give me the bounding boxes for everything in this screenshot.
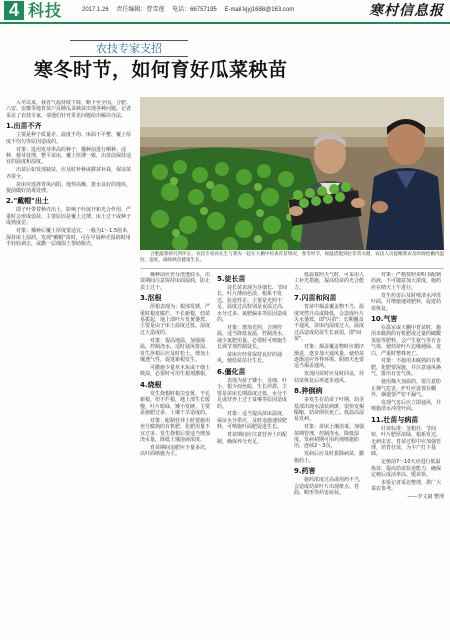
paragraph: 对策：增加光照，合理控温，适当降低夜温，控制浇水，减少氮肥用量。必要时可喷施生长调节剂控制徒长。 <box>217 324 288 351</box>
article-column-2 <box>140 272 212 635</box>
paragraph: 本报记者采访整理，供广大菜农参考。 <box>371 479 442 493</box>
subhead-1: 1.出苗不齐 <box>6 122 42 131</box>
paragraph: 出苗后如发现缺苗，应及时补种或移苗补栽，保证苗齐苗全。 <box>6 167 132 180</box>
page-number: 4 <box>4 1 24 20</box>
paragraph: 对策：播种后覆土厚度要适宜，一般为1～1.5厘米，保持床土湿润。发现"戴帽"苗时，可在早晨种壳湿润时用手轻轻剥去，或撒一层细湿土帮助脱壳。 <box>6 228 133 247</box>
paragraph: 沤根表现为：根部发锈，严重时根皮腐烂，不长新根，幼苗易拔起，地上部叶片发黄萎蔫。主要是由于床土温度过低、湿度过大造成的。 <box>140 304 211 336</box>
phone: 电话：66757195 <box>172 7 217 13</box>
paragraph: 苗床应经常保持良好的通风，使幼苗茁壮生长。 <box>217 352 283 365</box>
subhead-4: 4.烧根 <box>140 380 162 389</box>
paragraph: 对策：选用发芽率高的种子，播种前进行晒种、浸种、催芽处理，整平苗床，覆土厚薄一致，出苗前保持适宜的温度和湿度。 <box>6 146 132 166</box>
subhead-2: 2."戴帽"出土 <box>6 197 49 206</box>
subhead-5: 5.徒长苗 <box>217 275 246 283</box>
paragraph: 育苗中揭盖覆盖物不当，温度突然升高或降低，会造成叶片失水萎蔫，即"闪苗"；长期覆盖不通风，苗床内湿度过大、温度过高造成幼苗生长衰弱，即"闷苗"。 <box>294 304 365 343</box>
paragraph: 低温寡照天气时，可采用人工补光措施，提高幼苗的光合能力。 <box>294 272 365 291</box>
divider <box>140 268 444 269</box>
subhead-7: 7.闪苗和闷苗 <box>294 294 337 303</box>
paragraph: 即子叶带着种壳出土，影响子叶展开和光合作用，严重时会形成弱苗。主要原因是覆土过薄、床土过干或种子成熟度差。 <box>6 207 132 227</box>
editor: 责任编辑：曹雪莲 <box>116 7 165 13</box>
paragraph: 育苗期间追肥应少量多次，以叶面喷施为主。 <box>140 444 211 458</box>
paragraph: 发病后应及时拔除病苗，撒施药土。 <box>294 451 365 464</box>
paragraph: 定植前7～10天应进行低温炼苗，提高幼苗抗逆能力，确保定植后成活率高、缓苗快。 <box>371 459 442 479</box>
paragraph: 播种前应充分浇透底水，出苗期间注意保持床面湿润，防止表土过干。 <box>140 272 211 291</box>
subhead-6: 6.僵化苗 <box>217 367 246 376</box>
paragraph: 对策：提高地温，加强保温，控制浇水，适时通风排湿。发生沤根后应及时松土，增加土壤透气性，促进新根发生。 <box>140 337 211 363</box>
header-meta <box>82 6 300 14</box>
paragraph: 在温室或大棚中育苗时，施用未腐熟的有机肥或过量的碳酸氢铵等肥料，会产生氨气等有害气体，使幼苗叶片边缘褪绿、变白，严重时整株死亡。 <box>371 324 442 357</box>
issue-date: 2017.1.26 <box>82 7 109 13</box>
paragraph: 使用煤火加温的，要注意防止烟气危害，炉灶应设置在棚外，烟道要严密不漏气。 <box>371 379 442 398</box>
article-column-1 <box>6 100 134 635</box>
paragraph: 育苗期间应注意营养土的配制，确保养分充足。 <box>217 432 288 445</box>
paragraph: 发生药害后及时喷清水冲洗叶面，并增施速效肥料，促进幼苗恢复。 <box>371 292 442 312</box>
page-header <box>0 0 450 24</box>
subhead-11: 11.壮苗与病苗 <box>371 415 419 424</box>
intro-paragraph: 入冬以来，我省气温持续下降，断下至全国，合肥、六安、安徽等地育苗户反映瓜菜秧苗出现各种问题。记者采访了农技专家，请他们针对常见问题给出解决办法。 <box>6 100 132 119</box>
paragraph: 苗床应选择背风向阳、地势高燥、排水良好的地块，提前做好消毒处理。 <box>6 181 132 194</box>
article-column-5 <box>371 272 444 635</box>
paragraph: 发生烧根时根尖变黄，不长新根，但不烂根，地上部生长缓慢，叶片暗绿，矮小发硬。主要是施肥过多、土壤干旱造成的。 <box>140 390 211 416</box>
paragraph: 多发生在幼苗子叶期，幼茎基部出现水渍状病斑，很快变褐缢缩，幼苗倒伏死亡。低温高湿易发病。 <box>294 397 365 423</box>
email: E-mail:kjyj1688@163.com <box>224 7 295 13</box>
paragraph: 对策：配制营养土时要施用充分腐熟的有机肥，化肥用量不宜过多。发生烧根后要适当增加浇水量，降低土壤溶液浓度。 <box>140 417 211 444</box>
paragraph: 对策：苗床土壤消毒，加强苗期管理，控制浇水，降低湿度。发病初期可用药剂喷施防治，连续2～3次。 <box>294 424 365 450</box>
article-column-4 <box>294 272 366 635</box>
paragraph: 发现气害后应立即通风，并喷施清水冲洗叶面。 <box>371 399 442 413</box>
byline: ——李文斌 整理 <box>407 494 444 501</box>
subhead-9: 9.药害 <box>294 467 316 476</box>
masthead-logo: 寒村信息报 <box>369 3 444 19</box>
paragraph: 可撒施少量草木灰或干细土吸湿，必要时可用生根剂灌根。 <box>140 364 211 378</box>
paragraph: 主要是种子质量差、温度不均、床面不平整、覆土厚度不均匀等原因造成的。 <box>6 132 132 145</box>
farmers-seedlings-photo <box>140 97 444 250</box>
headline: 寒冬时节，如何育好瓜菜秧苗 <box>34 59 288 81</box>
paragraph: 表现为苗子矮小，茎细、叶小、根少而色暗，生长停滞。主要是苗床长期温度过低、水分不足或营养土过于贫瘠等原因造成的。 <box>217 377 288 410</box>
subhead-3: 3.沤根 <box>140 294 162 303</box>
paragraph: 对策：严格按照说明书配制药液，不可随意加大浓度，施药应在晴天上午进行。 <box>371 272 442 291</box>
article-column-3 <box>217 272 289 635</box>
subhead-8: 8.猝倒病 <box>294 387 323 396</box>
paragraph: 徒长苗表现为茎细长、节间长、叶片薄而色淡、根系不发达，抗逆性差。主要是光照不足、温度过高特别是夜温过高、水分过多、氮肥偏多等原因造成的。 <box>217 285 288 324</box>
kicker: 农技专家支招 <box>70 40 188 57</box>
photo-caption: 合肥蔬菜研究所所长，农技专家孙先生与菜农一起在大棚中检查育苗情况，寒冬时节，保温措施到位非常关键，农技人员提醒菜农及时调控棚内温度、湿度，确保秧苗健康生长。 <box>140 252 445 263</box>
paragraph: 对策：不施用未腐熟的有机肥，化肥要深施，并注意通风换气，排出有害气体。 <box>371 358 442 378</box>
subhead-10: 10.气害 <box>371 314 398 323</box>
paragraph: 施药浓度过高或用药不当，会造成幼苗叶片出现斑点、卷曲、畸形等药害症状。 <box>294 477 365 496</box>
section-name: 科技 <box>28 1 63 20</box>
paragraph: 发现闪苗时应及时回盖，待幼苗恢复后再逐步通风。 <box>294 371 365 384</box>
paragraph: 对策：揭盖覆盖物时应循序渐进，逐步加大通风量，使幼苗逐渐适应外界环境。阴雨天也要适当揭盖通风。 <box>294 344 365 370</box>
paragraph: 对策：适当提高苗床温度，保证水分供应，及时追施速效肥料，可喷施叶面肥促进生长。 <box>217 411 288 431</box>
paragraph: 壮苗标准：茎粗壮、节间短，叶片肥厚浓绿，根系发达，无病虫害。育苗过程中应加强管理，培育壮苗，为丰产打下基础。 <box>371 425 442 458</box>
